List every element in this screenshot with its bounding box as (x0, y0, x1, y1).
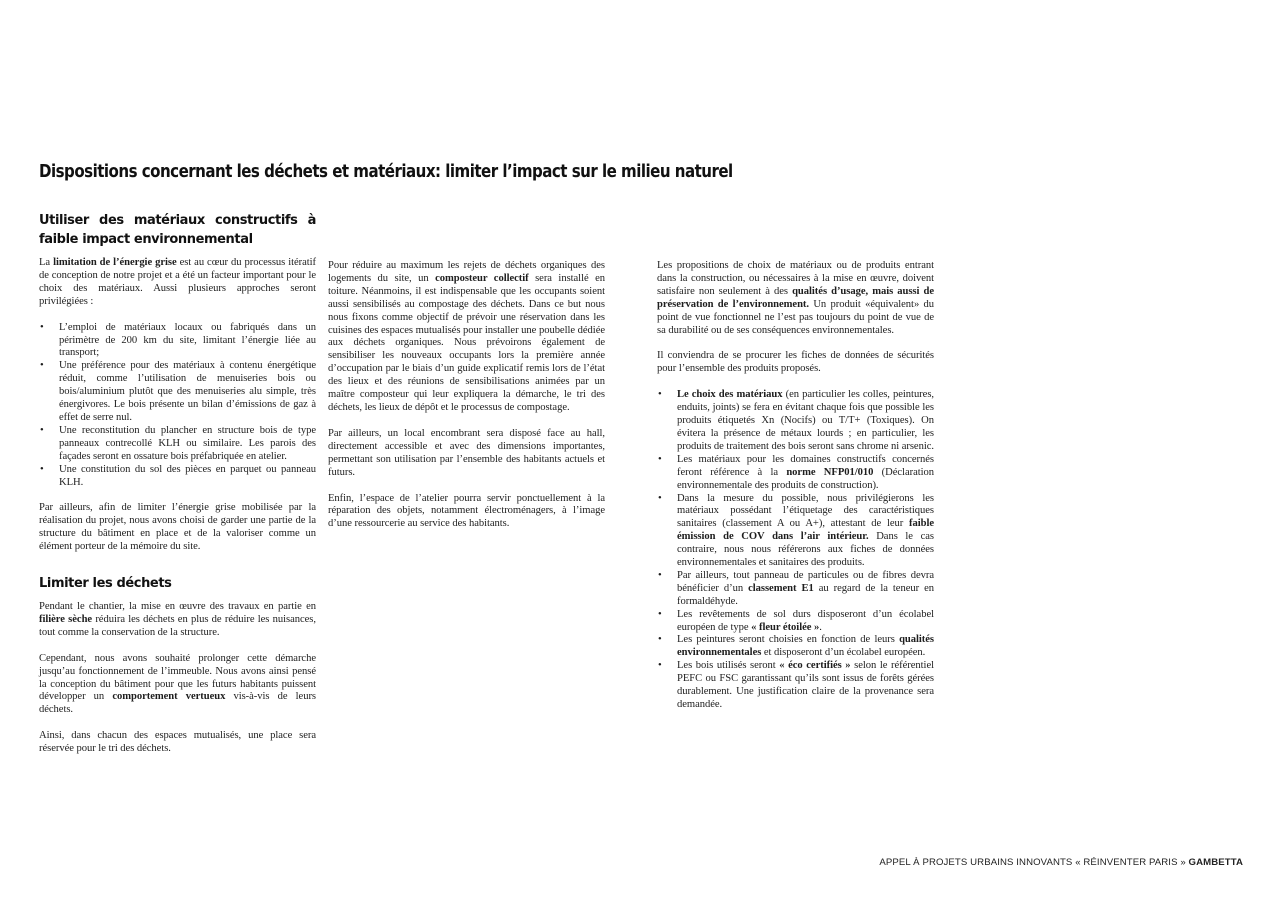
text: Les propositions de choix de matériaux ou de produits entrant dans la construction, ou nécessaires à la mise en œuvre, doivent satisfaire non seulement à des (657, 260, 934, 297)
list-item: • Une reconstitution du plancher en structure bois de type panneaux contrecollé KLH ou similaire. Les parois des façades seront en ossature bois préfabriquée en atelier. (39, 425, 316, 464)
text: et disposeront d’un écolabel européen. (761, 647, 926, 659)
text: (Déclaration environnementale des produits de construction). (677, 466, 935, 491)
paragraph-site (39, 601, 316, 640)
paragraph-sorting: Ainsi, dans chacun des espaces mutualisés, une place sera réservée pour le tri des déchets. (39, 730, 316, 755)
list-item (657, 493, 934, 570)
text-bold: faible émission de COV dans l’air intérieur. (677, 518, 934, 543)
approaches-list (39, 322, 316, 490)
paragraph-structure: Par ailleurs, afin de limiter l’énergie grise mobilisée par la réalisation du projet, nous avons choisi de garder une partie de la structure du bâtiment en place et de la valoriser comme un élément porteur de la mémoire du site. (39, 502, 316, 553)
text: Les revêtements de sol durs disposeront d’un écolabel européen de type (677, 608, 934, 633)
list-item (657, 634, 934, 660)
text: Cependant, nous avons souhaité prolonger cette démarche jusqu’au fonctionnement de l’immeuble. Nous avons ainsi pensé la conception du bâtiment pour que les futurs habitants puissent développer un (39, 652, 316, 703)
list-item (657, 609, 934, 635)
text: La (39, 257, 54, 268)
paragraph-products (657, 260, 934, 337)
text-bold: comportement vertueux (112, 691, 226, 703)
text: au regard de la teneur en formaldéhyde. (677, 582, 934, 607)
text: sera installé en toiture. Néanmoins, il est indispensable que les occupants soient aussi sensibilisés au compostage des déchets. Dans ce but nous nous fixons comme objectif de prévoir une réservation dans les cuisines des espaces mutualisés pour installer une poubelle dédiée aux déchets organiques. Nous prévoirons également de sensibiliser les nouveaux occupants lors la première année d’occupation par le biais d’un guide explicatif remis lors de l’état des lieux et des réunions de sensibilisations animées par un maître composteur qui leur expliquera la démarche, le tri des déchets, les lieux de dépôt et le processus de compostage. (328, 272, 605, 413)
paragraph-behaviour (39, 653, 316, 718)
list-item: • L’emploi de matériaux locaux ou fabriqués dans un périmètre de 200 km du site, limitant l’énergie liée au transport; (39, 322, 316, 361)
text-bold: qualités d’usage, mais aussi de préservation de l’environnement. (657, 285, 934, 310)
text: vis-à-vis de leurs déchets. (39, 691, 316, 716)
column-right (657, 260, 934, 712)
text: Dans la mesure du possible, nous privilégierons les matériaux possédant l’étiquetage des caractéristiques sanitaires (classement A ou A+), attestant de leur (677, 492, 934, 530)
column-middle (328, 260, 605, 531)
footer-project-name: GAMBETTA (1188, 857, 1243, 868)
heading-materials: Utiliser des matériaux constructifs à faible impact environnemental (39, 213, 316, 247)
text: Les matériaux pour les domaines constructifs concernés feront référence à la (677, 453, 934, 478)
text-bold: qualités environnementales (677, 634, 934, 659)
text-bold: « fleur étoilée » (751, 621, 820, 633)
text: Pour réduire au maximum les rejets de déchets organiques des logements du site, un (328, 260, 605, 284)
requirements-list (657, 389, 934, 712)
paragraph-workshop: Enfin, l’espace de l’atelier pourra servir ponctuellement à la réparation des objets, notamment électroménagers, à l’image d’une ressourcerie au service des habitants. (328, 492, 605, 530)
text: Un produit «équivalent» du point de vue fonctionnel ne l’est pas toujours du point de vue de sa durabilité ou de ses conséquences environnementales. (657, 298, 935, 336)
text: Les bois utilisés seront (677, 660, 780, 672)
paragraph-safety-sheets: Il conviendra de se procurer les fiches de données de sécurités pour l’ensemble des produits proposés. (657, 350, 934, 375)
list-item: • Une constitution du sol des pièces en parquet ou panneau KLH. (39, 464, 316, 490)
list-item: • Une préférence pour des matériaux à contenu énergétique réduit, comme l’utilisation de menuiseries bois ou bois/aluminium plutôt que des menuiseries alu simple, très énergivores. Le bois présente un bilan d’émissions de gaz à effet de serre nul. (39, 360, 316, 425)
text-bold: classement E1 (748, 582, 814, 594)
text-bold: « éco certifiés » (779, 660, 851, 672)
text: est au cœur du processus itératif de conception de notre projet et a été un facteur important pour le choix des matériaux. Aussi plusieurs approches seront privilégiées : (39, 257, 317, 307)
list-item (657, 570, 934, 609)
paragraph-bulky-room: Par ailleurs, un local encombrant sera disposé face au hall, directement accessible et avec des dimensions importantes, permettant son utilisation par l’ensemble des habitants actuels et futurs. (328, 427, 605, 478)
paragraph-energy (39, 257, 316, 309)
text: Pendant le chantier, la mise en œuvre des travaux en partie en (39, 601, 316, 613)
column-left (39, 211, 316, 756)
page-title: Dispositions concernant les déchets et matériaux: limiter l’impact sur le milieu naturel (39, 162, 733, 182)
text: selon le référentiel PEFC ou FSC garantissant qu’ils sont issus de forêts gérées durablement. Une justification claire de la provenance sera demandée. (677, 660, 934, 710)
list-item (657, 454, 934, 493)
text-bold: limitation de l’énergie grise (53, 257, 177, 268)
text-bold: Le choix des matériaux (677, 389, 783, 401)
text: Par ailleurs, tout panneau de particules ou de fibres devra bénéficier d’un (677, 569, 934, 594)
text-bold: composteur collectif (435, 272, 529, 284)
list-item (657, 389, 934, 454)
text: . (819, 621, 822, 633)
text: Les peintures seront choisies en fonction de leurs (677, 634, 900, 646)
text: Dans le cas contraire, nous nous référerons aux fiches de données environnementales et sanitaires des produits. (677, 531, 934, 569)
list-item (657, 660, 934, 712)
text: réduira les déchets en plus de réduire les nuisances, tout comme la conservation de la structure. (39, 613, 316, 638)
heading-waste: Limiter les déchets (39, 576, 172, 592)
text: (en particulier les colles, peintures, enduits, joints) se fera en évitant chaque fois que possible les produits étiquetés Xn (Nocifs) ou T/T+ (Toxiques). On évitera la présence de métaux lourds ; en particulier, les produits de traitement des bois seront sans chrome ni arsenic. (677, 389, 934, 452)
text-bold: filière sèche (39, 613, 93, 625)
text-bold: norme NFP01/010 (786, 466, 874, 478)
page-footer (879, 857, 1243, 868)
footer-text: APPEL À PROJETS URBAINS INNOVANTS « RÉINVENTER PARIS » (879, 857, 1189, 868)
paragraph-compost (328, 260, 605, 415)
